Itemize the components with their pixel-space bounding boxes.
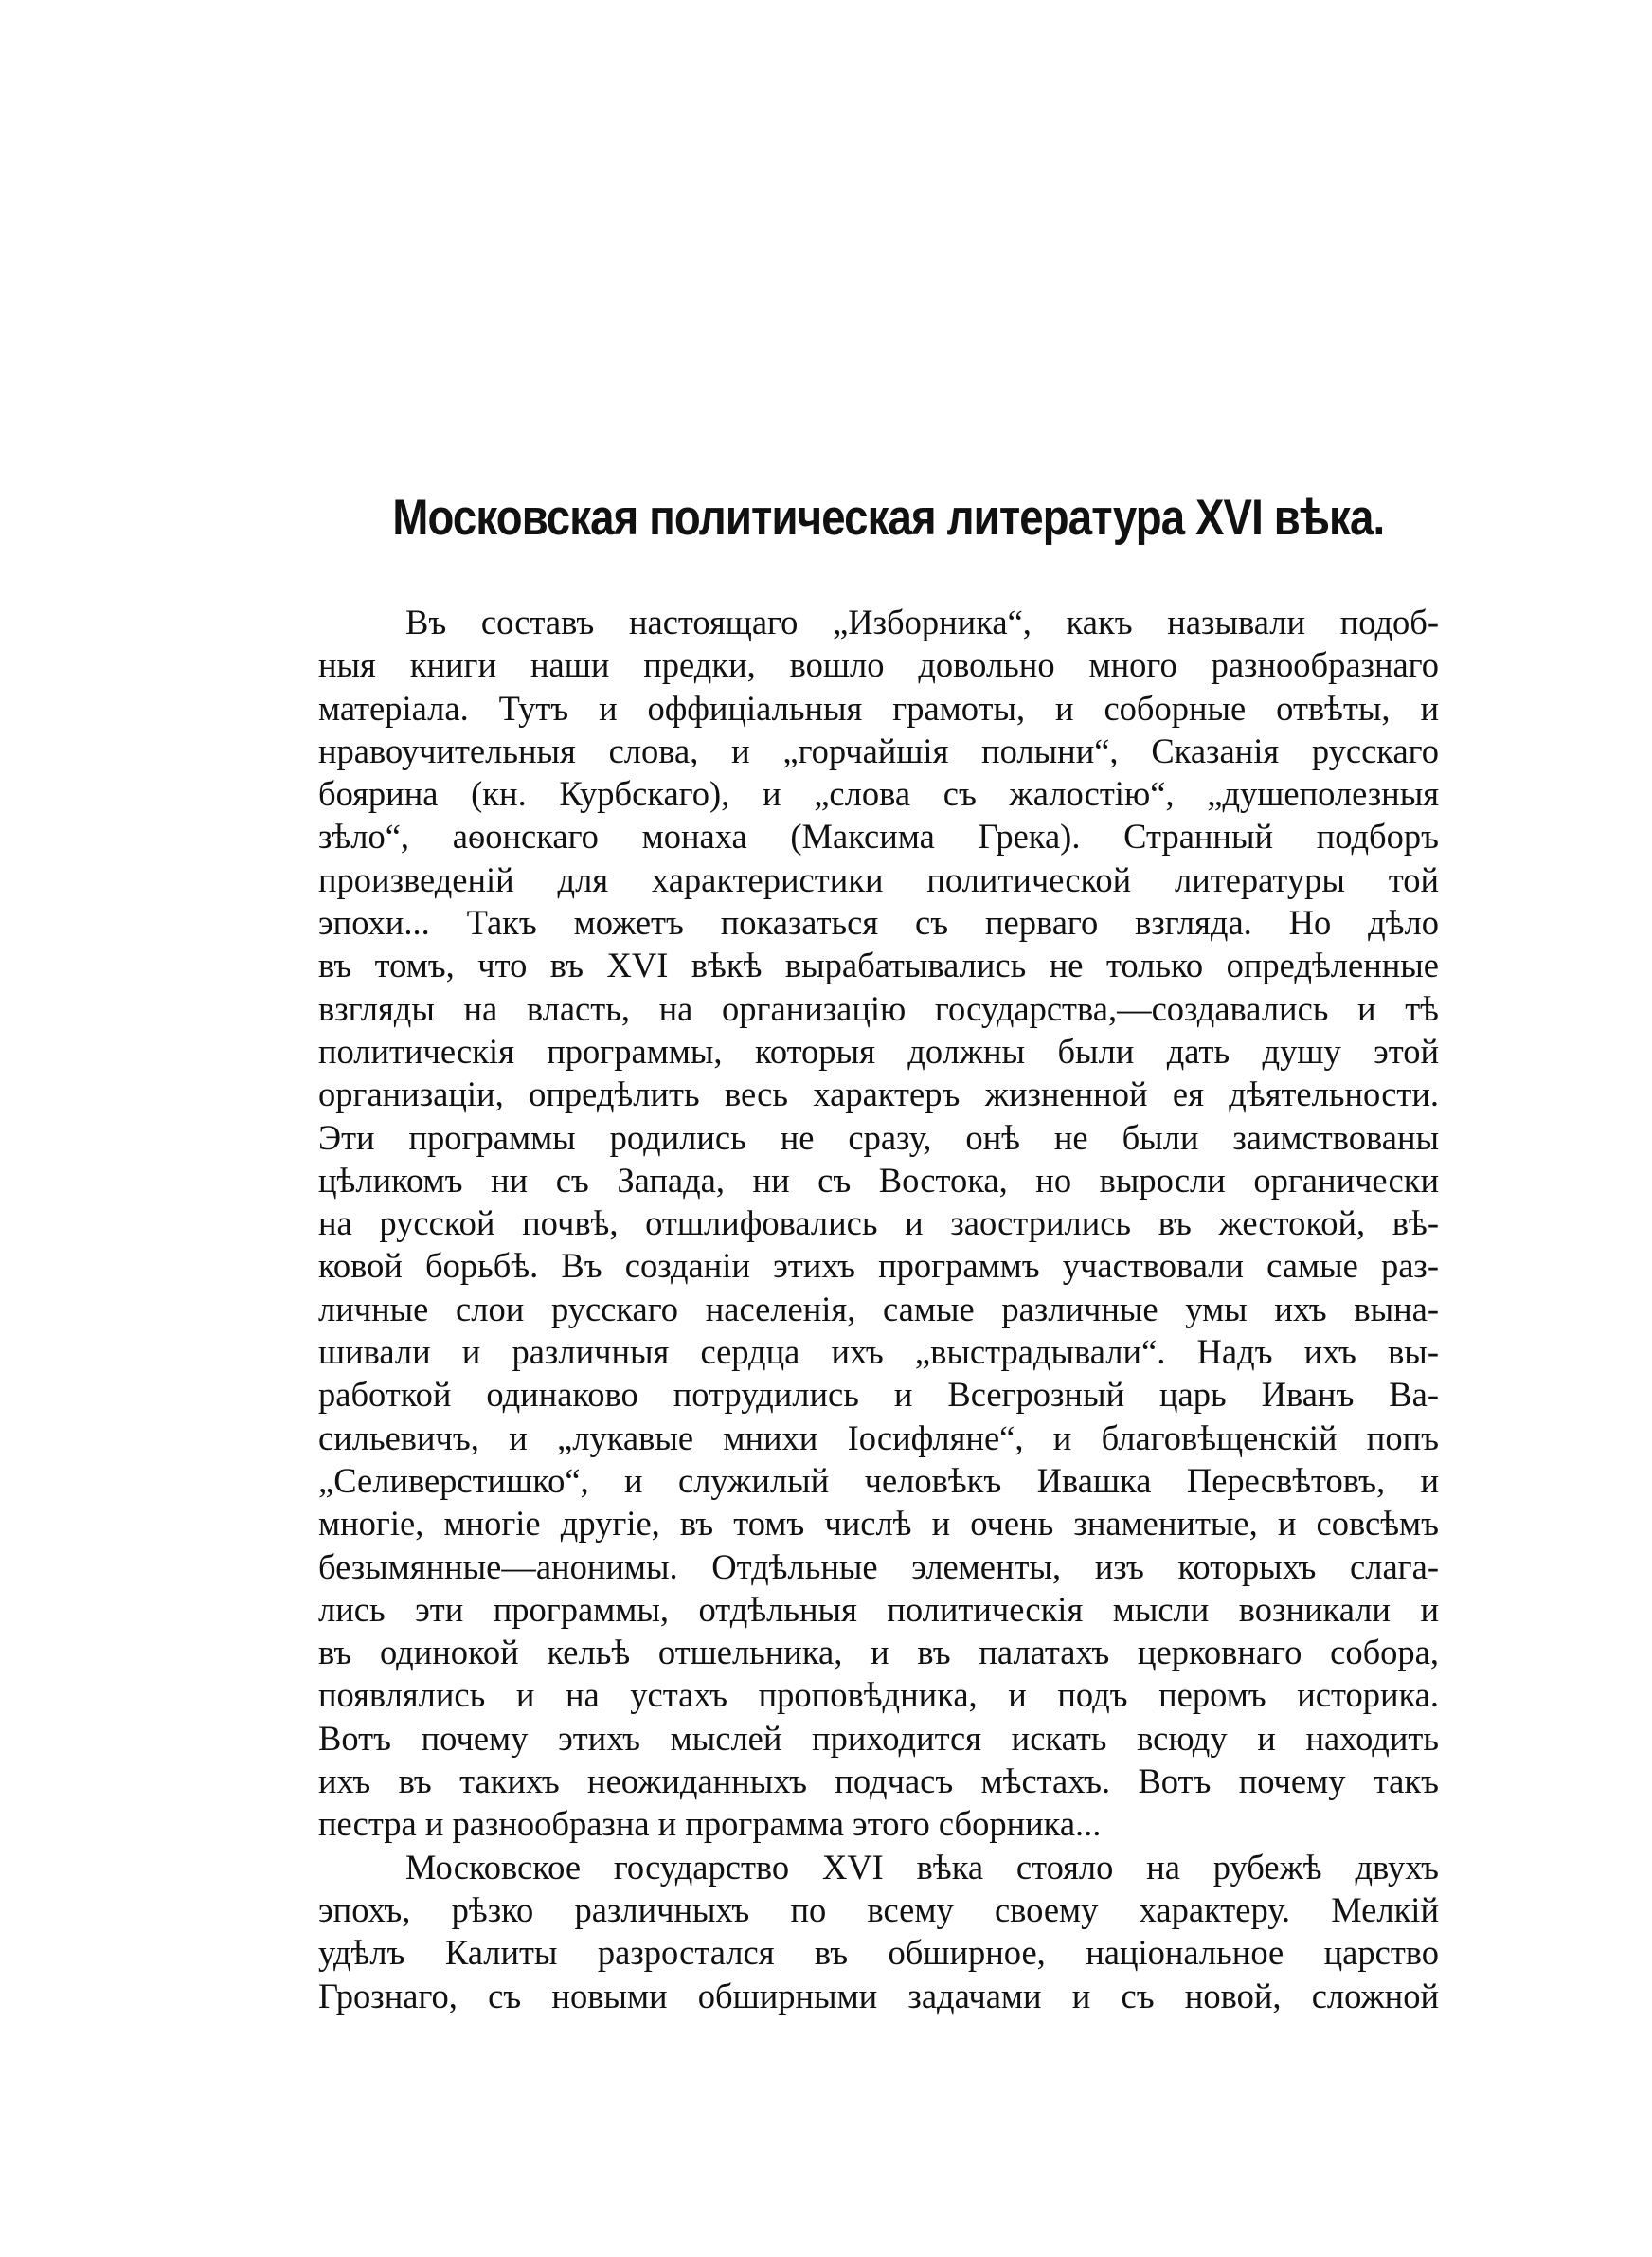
text-line: ныя книги наши предки, вошло довольно много разнообразнаго (318, 645, 1439, 685)
text-line: въ одинокой кельѣ отшельника, и въ палатахъ церковнаго собора, (318, 1633, 1439, 1672)
text-line: безымянные—анонимы. Отдѣльные элементы, изъ которыхъ слага- (318, 1546, 1439, 1586)
text-line: шивали и различныя сердца ихъ „выстрадывали“. Надъ ихъ вы- (318, 1332, 1439, 1372)
body-text (318, 601, 1439, 2017)
text-line: Вотъ почему этихъ мыслей приходится искать всюду и находить (318, 1718, 1439, 1758)
text-line: организаціи, опредѣлить весь характеръ жизненной ея дѣятельности. (318, 1074, 1439, 1114)
text-line: эпохъ, рѣзко различныхъ по всему своему характеру. Мелкій (318, 1889, 1439, 1929)
text-line: матеріала. Тутъ и оффиціальныя грамоты, и соборные отвѣты, и (318, 688, 1439, 728)
text-line: на русской почвѣ, отшлифовались и заострились въ жестокой, вѣ- (318, 1203, 1439, 1243)
paragraph-2 (318, 1846, 1439, 2017)
text-line: Московское государство XVI вѣка стояло на рубежѣ двухъ (405, 1847, 1439, 1887)
text-line: Грознаго, съ новыми обширными задачами и съ новой, сложной (318, 1976, 1439, 2015)
text-line: многіе, многіе другіе, въ томъ числѣ и очень знаменитые, и совсѣмъ (318, 1504, 1439, 1544)
text-line: цѣликомъ ни съ Запада, ни съ Востока, но выросли органически (318, 1160, 1439, 1200)
text-line: взгляды на власть, на организацію государства,—создавались и тѣ (318, 988, 1439, 1028)
text-line: Въ составъ настоящаго „Изборника“, какъ называли подоб- (405, 603, 1439, 641)
text-line: нравоучительныя слова, и „горчайшія полыни“, Сказанія русскаго (318, 731, 1439, 770)
text-line: эпохи... Такъ можетъ показаться съ перваго взгляда. Но дѣло (318, 903, 1439, 943)
text-line: въ томъ, что въ XVI вѣкѣ вырабатывались не только опредѣленные (318, 946, 1439, 985)
text-line: ихъ въ такихъ неожиданныхъ подчасъ мѣстахъ. Вотъ почему такъ (318, 1761, 1439, 1801)
text-line: политическія программы, которыя должны были дать душу этой (318, 1031, 1439, 1071)
text-line: пестра и разнообразна и программа этого сборника... (318, 1804, 1102, 1844)
text-line: Эти программы родились не сразу, онѣ не были заимствованы (318, 1117, 1439, 1157)
text-line: „Селиверстишко“, и служилый человѣкъ Ивашка Пересвѣтовъ, и (318, 1460, 1439, 1500)
text-line: личные слои русскаго населенія, самые различные умы ихъ вына- (318, 1289, 1439, 1328)
text-line: боярина (кн. Курбскаго), и „слова съ жалостію“, „душеполезныя (318, 774, 1439, 814)
text-line: появлялись и на устахъ проповѣдника, и подъ перомъ историка. (318, 1675, 1439, 1715)
text-line: произведеній для характеристики политической литературы той (318, 859, 1439, 899)
text-line: ковой борьбѣ. Въ созданіи этихъ программъ участвовали самые раз- (318, 1246, 1439, 1286)
paragraph-1 (318, 601, 1439, 1846)
page-title: Московская политическая литература XVI вѣка. (392, 490, 1385, 546)
text-line: зѣло“, аѳонскаго монаха (Максима Грека). Странный подборъ (318, 817, 1439, 857)
text-line: работкой одинаково потрудились и Всегрозный царь Иванъ Ва- (318, 1375, 1439, 1415)
text-line: удѣлъ Калиты разростался въ обширное, національное царство (318, 1933, 1439, 1973)
text-line: лись эти программы, отдѣльныя политическія мысли возникали и (318, 1589, 1439, 1629)
text-line: сильевичъ, и „лукавые мнихи Іосифляне“, и благовѣщенскій попъ (318, 1417, 1439, 1457)
